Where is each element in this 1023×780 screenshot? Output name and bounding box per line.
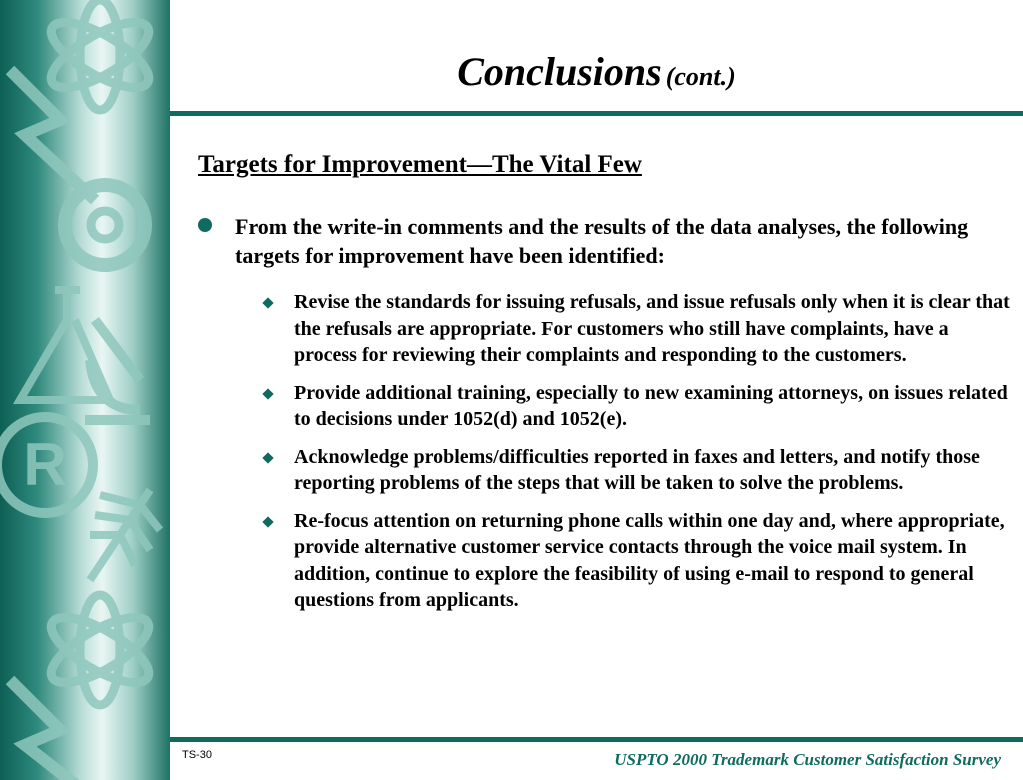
gear-icon [65,185,145,265]
improvement-list [262,289,1012,625]
list-item-text: Acknowledge problems/difficulties reported in faxes and letters, and notify those reporting problems of the steps that will be taken to solve the problems. [294,445,980,494]
list-item [262,508,1012,614]
microscope-icon [85,320,150,420]
lightning-bolt-icon [10,680,95,780]
svg-text:R: R [23,431,67,498]
list-item [262,380,1012,433]
slide-title-sub: (cont.) [665,62,736,91]
list-item-text: Revise the standards for issuing refusals, and issue refusals only when it is clear that the refusals are appropriate. For customers who still have complaints, have a process for reviewing their complaints and responding to the customers. [294,291,1010,366]
page-number: TS-30 [182,749,212,761]
sidebar-icons [0,0,170,780]
list-item [262,444,1012,497]
bullet-dot-icon [198,218,212,232]
diamond-bullet-icon [262,516,273,527]
list-item-text: Provide additional training, especially to new examining attorneys, on issues related to decisions under 1052(d) and 1052(e). [294,381,1008,430]
registered-trademark-icon [0,417,93,513]
list-item-text: Re-focus attention on returning phone calls within one day and, where appropriate, provide alternative customer service contacts through the voice mail system. In addition, continue to explore the feasibility of using e-mail to respond to general questions from applicants. [294,509,1005,611]
bottom-divider [170,737,1023,742]
diamond-bullet-icon [262,388,273,399]
slide-title-main: Conclusions [457,49,662,94]
decorative-sidebar [0,0,170,780]
top-divider [170,111,1023,116]
diamond-bullet-icon [262,297,273,308]
list-item [262,289,1012,369]
diamond-bullet-icon [262,452,273,463]
slide-title [170,48,1023,95]
atom-icon [42,595,157,705]
section-heading: Targets for Improvement—The Vital Few [198,151,642,178]
lead-paragraph: From the write-in comments and the results of the data analyses, the following targets for improvement have been identified: [235,214,969,268]
leaf-icon [90,490,160,580]
footer-survey-title: USPTO 2000 Trademark Customer Satisfaction Survey [614,750,1001,769]
atom-icon [42,0,157,110]
